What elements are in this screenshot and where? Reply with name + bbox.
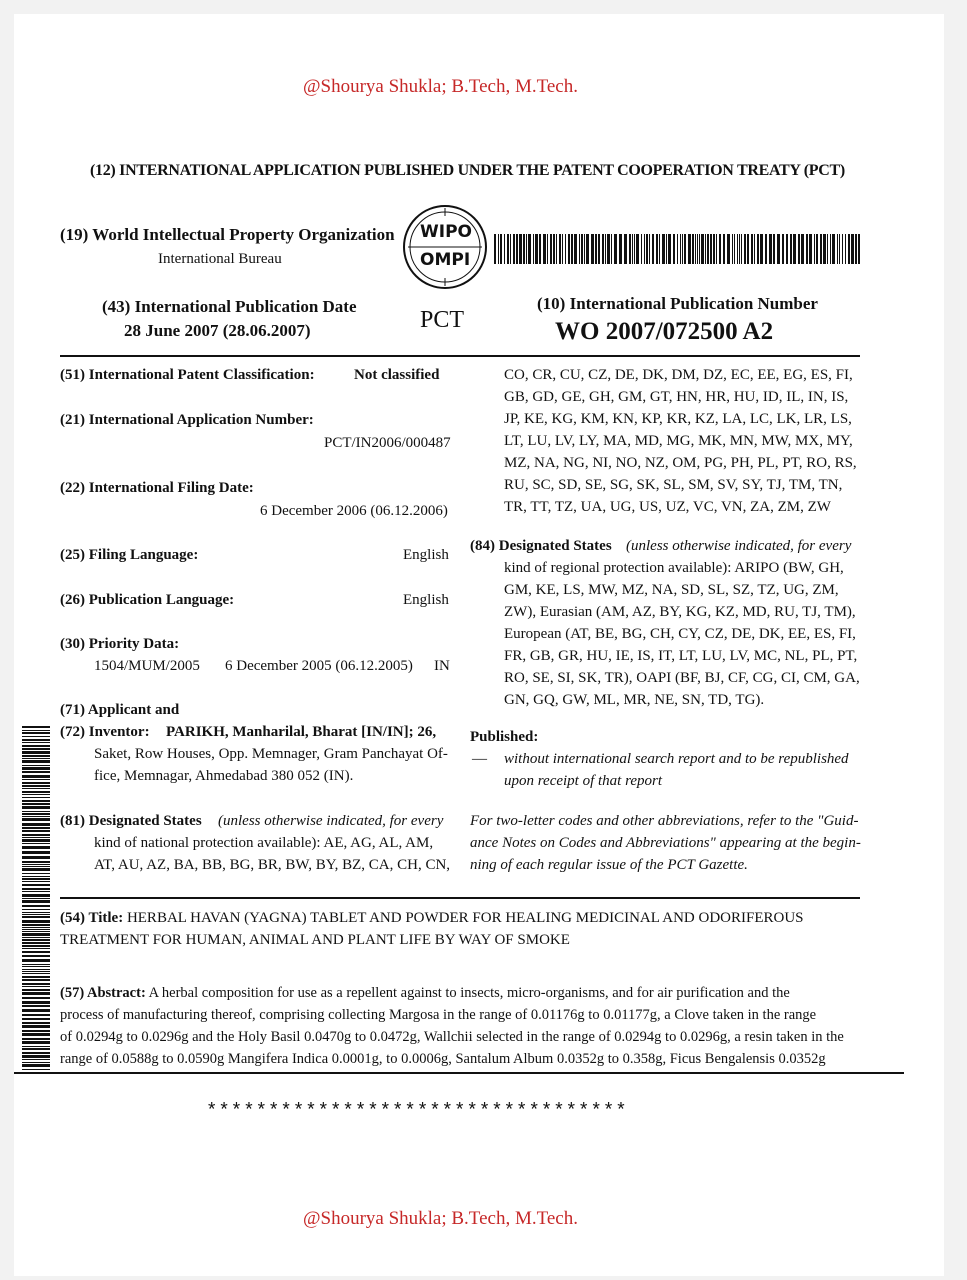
footer-watermark: @Shourya Shukla; B.Tech, M.Tech. bbox=[303, 1208, 578, 1229]
divider-top bbox=[60, 355, 860, 357]
title-line-2: TREATMENT FOR HUMAN, ANIMAL AND PLANT LIFE BY WAY OF SMOKE bbox=[60, 932, 570, 948]
pub-date-label: (43) International Publication Date bbox=[102, 297, 357, 316]
codes-line-3: JP, KE, KG, KM, KN, KP, KR, KZ, LA, LC, LK, LR, LS, bbox=[504, 411, 852, 427]
inventor-line-2: Saket, Row Houses, Opp. Memnager, Gram Panchayat Of- bbox=[94, 746, 448, 762]
abstract-line-1: (57) Abstract: A herbal composition for use as a repellent against to insects, micro-organisms, and for air purification and the bbox=[60, 985, 790, 1001]
published-label: Published: bbox=[470, 729, 539, 745]
abstract-line-2: process of manufacturing thereof, comprising collecting Margosa in the range of 0.01176g to 0.01177g, a Clove taken in the range bbox=[60, 1007, 817, 1023]
designated-84-line-7: GN, GQ, GW, ML, MR, NE, SN, TD, TG). bbox=[504, 692, 765, 708]
filing-date-value: 6 December 2006 (06.12.2006) bbox=[260, 503, 448, 519]
header-watermark: @Shourya Shukla; B.Tech, M.Tech. bbox=[303, 76, 578, 97]
divider-bottom bbox=[14, 1072, 904, 1074]
org-name: (19) World Intellectual Property Organization bbox=[60, 225, 395, 244]
designated-84-line-2: GM, KE, LS, MW, MZ, NA, SD, SL, SZ, TZ, UG, ZM, bbox=[504, 582, 839, 598]
guidance-line-3: ning of each regular issue of the PCT Gazette. bbox=[470, 857, 748, 873]
abstract-line-3: of 0.0294g to 0.0296g and the Holy Basil 0.0470g to 0.0472g, Wallchii selected in the range of 0.0294g to 0.0296g, a resin taken in the bbox=[60, 1029, 844, 1045]
published-dash: — bbox=[472, 751, 487, 767]
designated-81-note: (unless otherwise indicated, for every bbox=[218, 813, 444, 829]
designated-81-line-2: kind of national protection available): AE, AG, AL, AM, bbox=[94, 835, 434, 851]
divider-middle bbox=[60, 897, 860, 899]
ipc-value: Not classified bbox=[354, 367, 440, 383]
published-line-1: without international search report and to be republished bbox=[504, 751, 849, 767]
org-subtitle: International Bureau bbox=[158, 251, 282, 267]
inventor-line-1: PARIKH, Manharilal, Bharat [IN/IN]; 26, bbox=[166, 724, 437, 740]
pub-language-value: English bbox=[403, 592, 449, 608]
codes-line-5: MZ, NA, NG, NI, NO, NZ, OM, PG, PH, PL, PT, RO, RS, bbox=[504, 455, 857, 471]
codes-line-4: LT, LU, LV, LY, MA, MD, MG, MK, MN, MW, MX, MY, bbox=[504, 433, 853, 449]
codes-line-2: GB, GD, GE, GH, GM, GT, HN, HR, HU, ID, IL, IN, IS, bbox=[504, 389, 849, 405]
inventor-line-3: fice, Memnagar, Ahmedabad 380 052 (IN). bbox=[94, 768, 354, 784]
pub-language-label: (26) Publication Language: bbox=[60, 592, 235, 608]
codes-line-1: CO, CR, CU, CZ, DE, DK, DM, DZ, EC, EE, EG, ES, FI, bbox=[504, 367, 853, 383]
title-label: (54) Title: bbox=[60, 910, 124, 926]
app-number-value: PCT/IN2006/000487 bbox=[324, 435, 451, 451]
designated-84-label: (84) Designated States bbox=[470, 538, 612, 554]
inventor-label: (72) Inventor: bbox=[60, 724, 150, 740]
pub-number-label: (10) International Publication Number bbox=[537, 294, 818, 313]
stars-separator: ********************************** bbox=[206, 1100, 628, 1122]
ipc-label: (51) International Patent Classification: bbox=[60, 367, 315, 383]
guidance-line-1: For two-letter codes and other abbreviations, refer to the "Guid- bbox=[470, 813, 859, 829]
pub-date-value: 28 June 2007 (28.06.2007) bbox=[124, 321, 311, 340]
app-number-label: (21) International Application Number: bbox=[60, 412, 314, 428]
logo-text-wipo: WIPO bbox=[420, 222, 472, 242]
designated-84-line-6: RO, SE, SI, SK, TR), OAPI (BF, BJ, CF, CG, CI, CM, GA, bbox=[504, 670, 860, 686]
logo-text-ompi: OMPI bbox=[420, 250, 471, 270]
designated-84-line-1: kind of regional protection available): ARIPO (BW, GH, bbox=[504, 560, 844, 576]
designated-81-label: (81) Designated States bbox=[60, 813, 202, 829]
abstract-label: (57) Abstract: bbox=[60, 985, 146, 1001]
applicant-label: (71) Applicant and bbox=[60, 702, 180, 718]
designated-84-note: (unless otherwise indicated, for every bbox=[626, 538, 852, 554]
codes-line-6: RU, SC, SD, SE, SG, SK, SL, SM, SV, SY, TJ, TM, TN, bbox=[504, 477, 843, 493]
guidance-line-2: ance Notes on Codes and Abbreviations" appearing at the begin- bbox=[470, 835, 861, 851]
barcode-side bbox=[22, 726, 50, 1071]
abstract-line-4: range of 0.0588g to 0.0590g Mangifera Indica 0.0001g, to 0.0006g, Santalum Album 0.0352g to 0.358g, Ficus Bengalensis 0.0352g bbox=[60, 1051, 826, 1067]
title-line-1: (54) Title: HERBAL HAVAN (YAGNA) TABLET AND POWDER FOR HEALING MEDICINAL AND ODORIFEROUS bbox=[60, 910, 804, 926]
designated-84-line-5: FR, GB, GR, HU, IE, IS, IT, LT, LU, LV, MC, NL, PL, PT, bbox=[504, 648, 858, 664]
filing-language-value: English bbox=[403, 547, 449, 563]
barcode-top bbox=[494, 234, 860, 264]
document-page bbox=[14, 14, 944, 1276]
pub-number-value: WO 2007/072500 A2 bbox=[555, 318, 774, 345]
designated-84-line-3: ZW), Eurasian (AM, AZ, BY, KG, KZ, MD, RU, TJ, TM), bbox=[504, 604, 856, 620]
priority-country: IN bbox=[434, 658, 450, 674]
codes-line-7: TR, TT, TZ, UA, UG, US, UZ, VC, VN, ZA, ZM, ZW bbox=[504, 499, 831, 515]
wipo-logo bbox=[402, 204, 488, 290]
priority-number: 1504/MUM/2005 bbox=[94, 658, 200, 674]
filing-date-label: (22) International Filing Date: bbox=[60, 480, 254, 496]
pct-label: PCT bbox=[420, 307, 465, 333]
priority-date: 6 December 2005 (06.12.2005) bbox=[225, 658, 413, 674]
filing-language-label: (25) Filing Language: bbox=[60, 547, 199, 563]
designated-81-line-3: AT, AU, AZ, BA, BB, BG, BR, BW, BY, BZ, CA, CH, CN, bbox=[94, 857, 451, 873]
published-line-2: upon receipt of that report bbox=[504, 773, 663, 789]
designated-84-line-4: European (AT, BE, BG, CH, CY, CZ, DE, DK, EE, ES, FI, bbox=[504, 626, 856, 642]
priority-label: (30) Priority Data: bbox=[60, 636, 180, 652]
document-heading: (12) INTERNATIONAL APPLICATION PUBLISHED UNDER THE PATENT COOPERATION TREATY (PCT) bbox=[90, 162, 845, 179]
